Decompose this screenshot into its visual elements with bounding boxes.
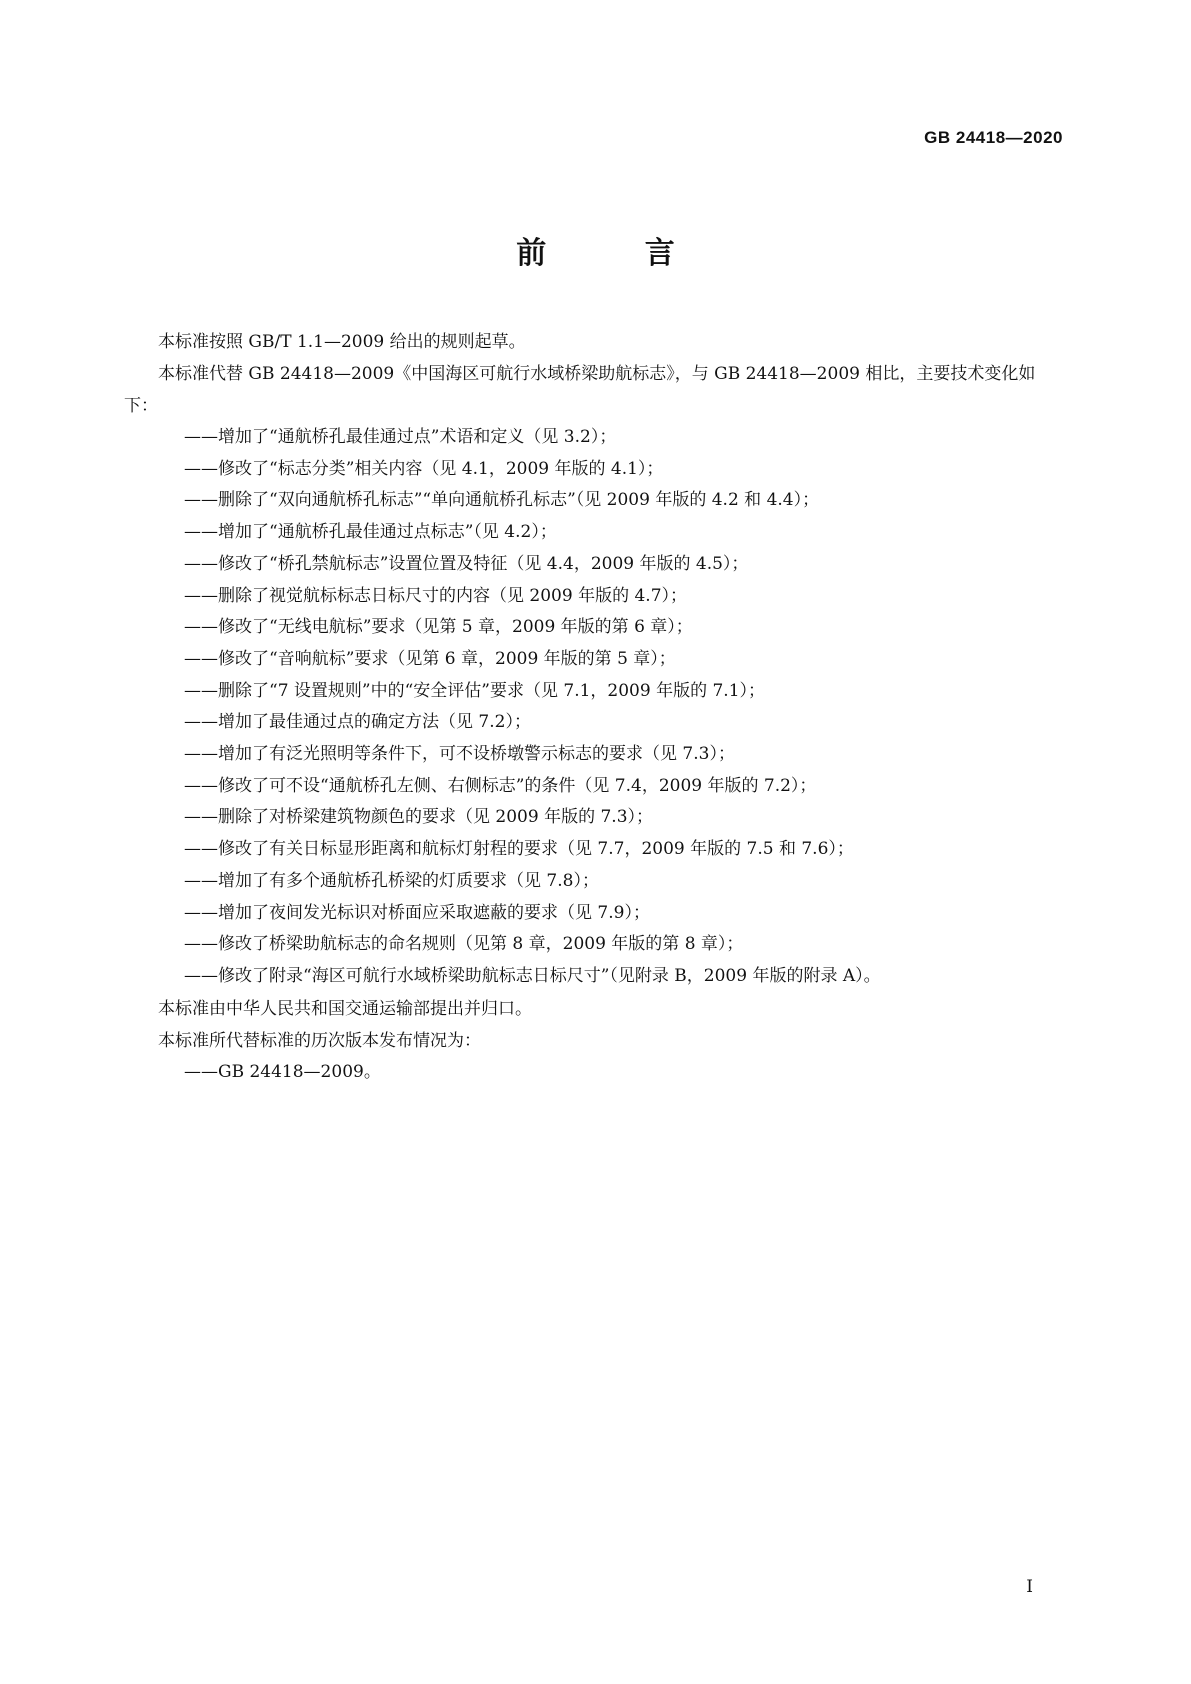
list-item: ——删除了“7 设置规则”中的“安全评估”要求（见 7.1，2009 年版的 7.1）； bbox=[184, 680, 766, 701]
list-item: ——删除了对桥梁建筑物颜色的要求（见 2009 年版的 7.3）； bbox=[184, 807, 654, 828]
page-title: 前 言 bbox=[516, 236, 719, 271]
list-item: ——GB 24418—2009。 bbox=[184, 1061, 381, 1082]
list-item: ——增加了“通航桥孔最佳通过点标志”（见 4.2）； bbox=[184, 522, 557, 543]
proposer-paragraph: 本标准由中华人民共和国交通运输部提出并归口。 bbox=[158, 998, 532, 1019]
replacement-paragraph: 本标准代替 GB 24418—2009《中国海区可航行水域桥梁助航标志》，与 GB 24418—2009 相比，主要技术变化如下： bbox=[124, 364, 1036, 416]
technical-changes-list bbox=[124, 422, 1069, 993]
list-item: ——修改了“音响航标”要求（见第 6 章，2009 年版的第 5 章）； bbox=[184, 648, 676, 669]
list-item: ——修改了“标志分类”相关内容（见 4.1，2009 年版的 4.1）； bbox=[184, 458, 664, 479]
list-item: ——修改了“桥孔禁航标志”设置位置及特征（见 4.4，2009 年版的 4.5）； bbox=[184, 553, 749, 574]
list-item: ——删除了视觉航标标志日标尺寸的内容（见 2009 年版的 4.7）； bbox=[184, 585, 688, 606]
list-item: ——增加了有多个通航桥孔桥梁的灯质要求（见 7.8）； bbox=[184, 870, 599, 891]
history-list bbox=[124, 1057, 1069, 1089]
list-item: ——修改了有关日标显形距离和航标灯射程的要求（见 7.7，2009 年版的 7.5 和 7.6）； bbox=[184, 839, 854, 860]
page-number: I bbox=[1026, 1577, 1033, 1597]
list-item: ——删除了“双向通航桥孔标志”“单向通航桥孔标志”（见 2009 年版的 4.2 和 4.4）； bbox=[184, 490, 820, 511]
list-item: ——增加了有泛光照明等条件下，可不设桥墩警示标志的要求（见 7.3）； bbox=[184, 744, 735, 765]
list-item: ——增加了最佳通过点的确定方法（见 7.2）； bbox=[184, 712, 531, 733]
list-item: ——修改了“无线电航标”要求（见第 5 章，2009 年版的第 6 章）； bbox=[184, 617, 693, 638]
standard-code: GB 24418—2020 bbox=[924, 128, 1063, 147]
history-intro-paragraph: 本标准所代替标准的历次版本发布情况为： bbox=[158, 1030, 481, 1051]
list-item: ——增加了“通航桥孔最佳通过点”术语和定义（见 3.2）； bbox=[184, 427, 617, 447]
list-item: ——修改了桥梁助航标志的命名规则（见第 8 章，2009 年版的第 8 章）； bbox=[184, 934, 744, 955]
list-item: ——修改了附录“海区可航行水域桥梁助航标志日标尺寸”（见附录 B，2009 年版的附录 A）。 bbox=[184, 965, 881, 986]
drafting-rule-paragraph: 本标准按照 GB/T 1.1—2009 给出的规则起草。 bbox=[158, 332, 526, 352]
list-item: ——修改了可不设“通航桥孔左侧、右侧标志”的条件（见 7.4，2009 年版的 7.2）； bbox=[184, 775, 817, 796]
list-item: ——增加了夜间发光标识对桥面应采取遮蔽的要求（见 7.9）； bbox=[184, 902, 650, 923]
foreword-body bbox=[124, 326, 1069, 1088]
